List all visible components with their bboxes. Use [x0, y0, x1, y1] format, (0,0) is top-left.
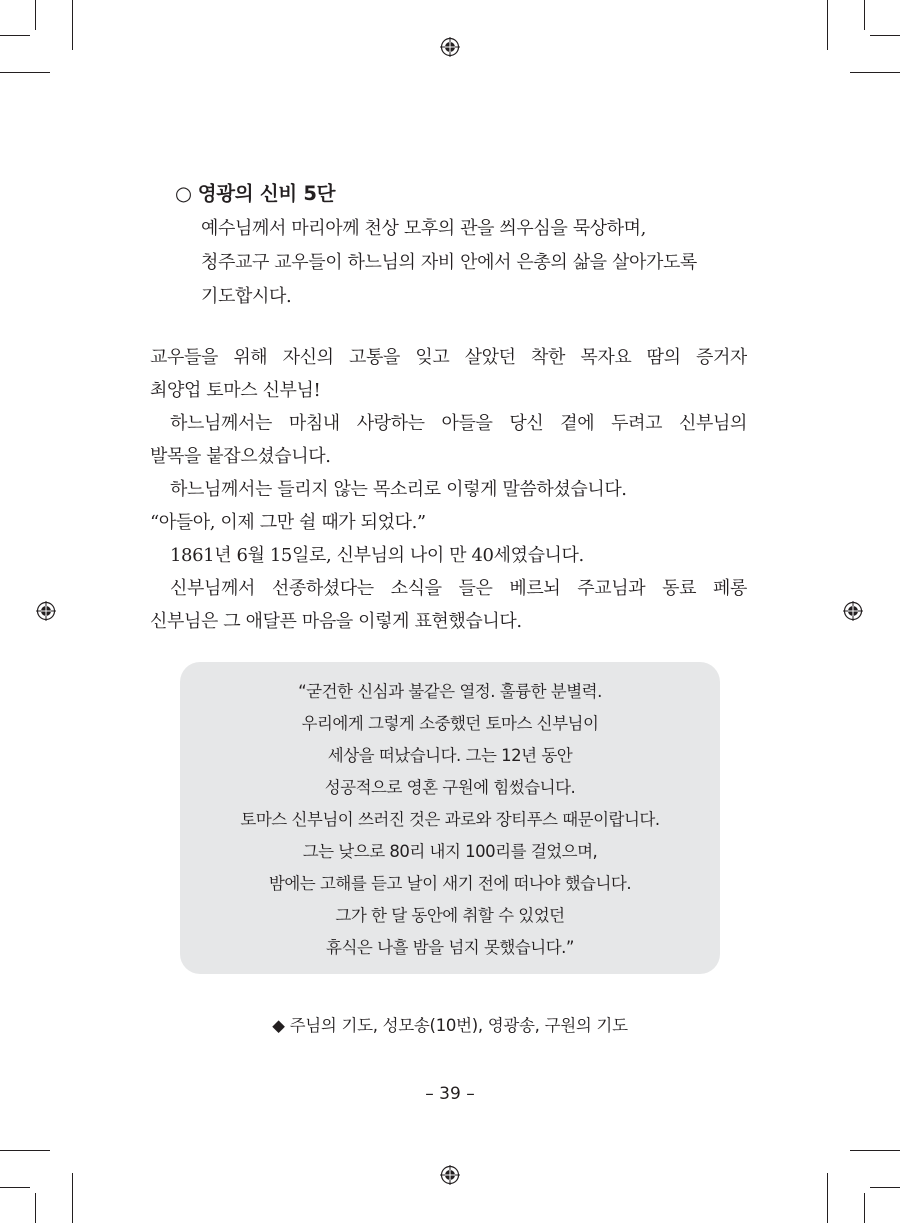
crop-mark-bottom-left-v2 [35, 1193, 36, 1223]
prayer-note: ◆ 주님의 기도, 성모송(10번), 영광송, 구원의 기도 [272, 1016, 628, 1035]
crop-mark-bottom-right-h [850, 1150, 900, 1151]
crop-mark-bottom-right-v [827, 1173, 828, 1223]
crop-mark-top-right-v [827, 0, 828, 50]
meditation-line: 청주교구 교우들이 하느님의 자비 안에서 은총의 삶을 살아가도록 [201, 252, 697, 273]
body-paragraph-line: “아들아, 이제 그만 쉴 때가 되었다.” [150, 512, 426, 533]
section-title: 영광의 신비 5단 [197, 182, 336, 205]
registration-mark-icon [36, 601, 56, 621]
quote-line: 우리에게 그렇게 소중했던 토마스 신부님이 [301, 714, 599, 733]
page-number: – 39 – [425, 1084, 475, 1104]
crop-mark-bottom-left-h [0, 1150, 50, 1151]
body-paragraph-line: 1861년 6월 15일로, 신부님의 나이 만 40세였습니다. [170, 545, 584, 566]
quote-box [180, 662, 720, 974]
quote-line: 휴식은 나흘 밤을 넘지 못했습니다.” [326, 938, 574, 957]
crop-mark-bottom-right-h2 [870, 1187, 900, 1188]
body-paragraph-line: 하느님께서는 들리지 않는 목소리로 이렇게 말씀하셨습니다. [170, 479, 627, 500]
body-paragraph-line: 하느님께서는 마침내 사랑하는 아들을 당신 곁에 두려고 신부님의 [170, 413, 747, 434]
crop-mark-bottom-left-v [72, 1173, 73, 1223]
crop-mark-top-right-v2 [864, 0, 865, 30]
body-paragraph-line: 발목을 붙잡으셨습니다. [150, 446, 331, 467]
crop-mark-top-left-h [0, 72, 50, 73]
quote-line: 토마스 신부님이 쓰러진 것은 과로와 장티푸스 때문이랍니다. [240, 810, 660, 829]
circle-bullet-icon: ○ [175, 182, 192, 205]
meditation-line: 기도합시다. [201, 286, 292, 307]
crop-mark-top-left-v [72, 0, 73, 50]
body-paragraph-line: 최양업 토마스 신부님! [150, 380, 321, 401]
crop-mark-bottom-right-v2 [864, 1193, 865, 1223]
quote-line: 세상을 떠났습니다. 그는 12년 동안 [327, 746, 573, 765]
body-paragraph-line: 신부님께서 선종하셨다는 소식을 들은 베르뇌 주교님과 동료 페롱 [170, 578, 747, 599]
meditation-line: 예수님께서 마리아께 천상 모후의 관을 씌우심을 묵상하며, [201, 218, 646, 239]
body-paragraph-line: 교우들을 위해 자신의 고통을 잊고 살았던 착한 목자요 땀의 증거자 [150, 347, 747, 368]
registration-mark-icon [440, 1165, 460, 1185]
registration-mark-icon [440, 37, 460, 57]
crop-mark-top-right-h [850, 72, 900, 73]
registration-mark-icon [843, 601, 863, 621]
crop-mark-bottom-left-h2 [0, 1187, 30, 1188]
quote-line: 그는 낮으로 80리 내지 100리를 걸었으며, [302, 842, 598, 861]
quote-line: 밤에는 고해를 듣고 날이 새기 전에 떠나야 했습니다. [268, 874, 632, 893]
crop-mark-top-right-h2 [870, 35, 900, 36]
quote-line: 그가 한 달 동안에 취할 수 있었던 [335, 906, 565, 925]
quote-line: 성공적으로 영혼 구원에 힘썼습니다. [324, 778, 576, 797]
section-heading [175, 178, 335, 206]
quote-line: “굳건한 신심과 불같은 열정. 훌륭한 분별력. [298, 682, 602, 701]
crop-mark-top-left-h2 [0, 35, 30, 36]
crop-mark-top-left-v2 [35, 0, 36, 30]
body-paragraph-line: 신부님은 그 애달픈 마음을 이렇게 표현했습니다. [150, 611, 522, 632]
